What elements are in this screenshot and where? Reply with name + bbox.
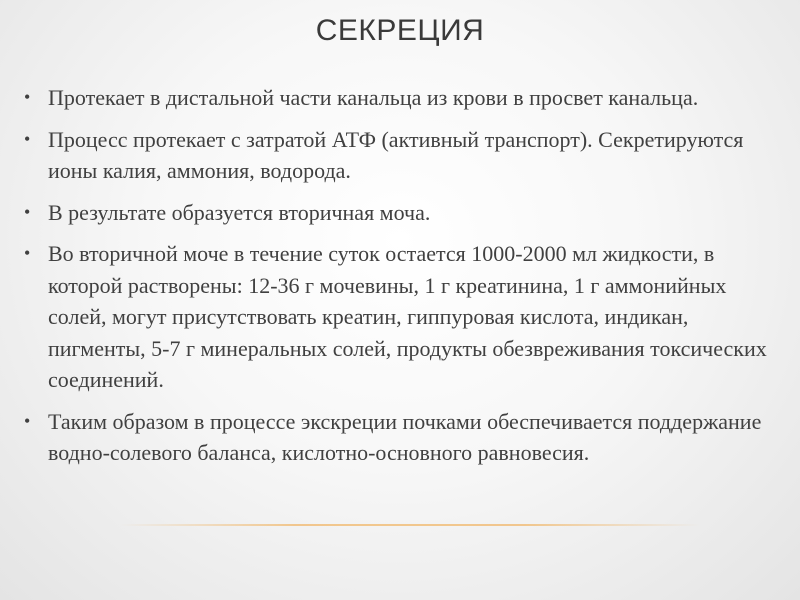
bullet-marker: • [24, 87, 31, 107]
bullet-text: Во вторичной моче в течение суток остается 1000-2000 мл жидкости, в которой растворены: 12-36 г мочевины, 1 г креатинина, 1 г аммонийных солей, могут присутствовать креатин, гиппуровая кислота, индикан, пигменты, 5-7 г минеральных солей, продукты обезвреживания токсических соединений. [48, 241, 767, 392]
bullet-item [22, 82, 774, 114]
bullet-marker: • [24, 243, 31, 263]
slide-title: СЕКРЕЦИЯ [315, 14, 485, 47]
bullet-text: Таким образом в процессе экскреции почками обеспечивается поддержание водно-солевого баланса, кислотно-основного равновесия. [48, 408, 762, 465]
bullet-item [22, 197, 774, 229]
bullet-item [22, 124, 774, 187]
bullet-item [22, 406, 774, 469]
bullet-list [22, 82, 774, 479]
bullet-marker: • [24, 128, 31, 149]
bullet-item [22, 238, 774, 396]
bullet-text: Процесс протекает с затратой АТФ (активный транспорт). Секретируются ионы калия, аммония, водорода. [48, 126, 744, 183]
bullet-marker: • [24, 201, 31, 222]
bullet-text: Протекает в дистальной части канальца из крови в просвет канальца. [48, 85, 699, 110]
bullet-marker: • [24, 410, 31, 431]
bullet-text: В результате образуется вторичная моча. [48, 199, 431, 225]
accent-divider [120, 524, 700, 526]
